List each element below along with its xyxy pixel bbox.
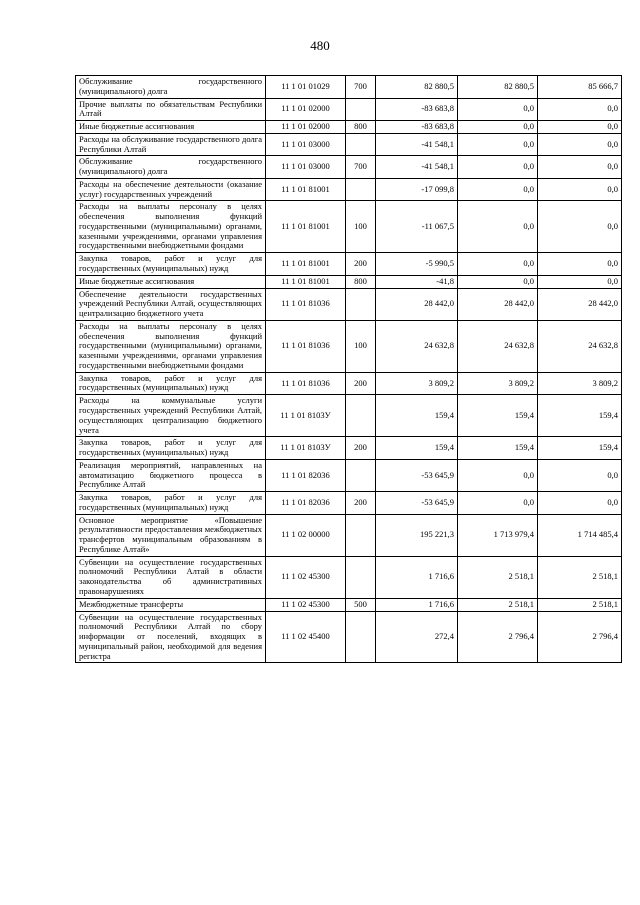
amount-year2-cell: 0,0 — [458, 133, 538, 156]
expense-name-cell: Межбюджетные трансферты — [76, 598, 266, 611]
expense-name-cell: Иные бюджетные ассигнования — [76, 275, 266, 288]
expense-type-cell: 500 — [346, 598, 376, 611]
amount-year1-cell: 82 880,5 — [376, 76, 458, 99]
table-row — [76, 556, 622, 598]
amount-year2-cell: 0,0 — [458, 492, 538, 515]
amount-year3-cell: 0,0 — [538, 275, 622, 288]
amount-year3-cell: 24 632,8 — [538, 320, 622, 372]
amount-year1-cell: -41,8 — [376, 275, 458, 288]
expense-type-cell — [346, 556, 376, 598]
table-row — [76, 598, 622, 611]
amount-year3-cell: 3 809,2 — [538, 372, 622, 395]
expense-type-cell — [346, 178, 376, 201]
amount-year3-cell: 28 442,0 — [538, 288, 622, 320]
target-article-code-cell: 11 1 02 45400 — [266, 611, 346, 663]
target-article-code-cell: 11 1 01 8103У — [266, 437, 346, 460]
amount-year2-cell: 24 632,8 — [458, 320, 538, 372]
expense-type-cell — [346, 133, 376, 156]
amount-year3-cell: 0,0 — [538, 201, 622, 253]
amount-year2-cell: 0,0 — [458, 459, 538, 491]
table-row — [76, 253, 622, 276]
target-article-code-cell: 11 1 01 01029 — [266, 76, 346, 99]
table-row — [76, 98, 622, 121]
expense-type-cell: 100 — [346, 201, 376, 253]
expense-type-cell — [346, 514, 376, 556]
expense-type-cell — [346, 288, 376, 320]
target-article-code-cell: 11 1 01 81001 — [266, 275, 346, 288]
amount-year2-cell: 0,0 — [458, 121, 538, 134]
target-article-code-cell: 11 1 02 45300 — [266, 556, 346, 598]
amount-year2-cell: 2 518,1 — [458, 556, 538, 598]
expense-name-cell: Прочие выплаты по обязательствам Республики Алтай — [76, 98, 266, 121]
amount-year3-cell: 0,0 — [538, 121, 622, 134]
amount-year2-cell: 82 880,5 — [458, 76, 538, 99]
expense-type-cell: 200 — [346, 372, 376, 395]
expense-type-cell: 700 — [346, 156, 376, 179]
table-row — [76, 275, 622, 288]
expense-name-cell: Иные бюджетные ассигнования — [76, 121, 266, 134]
table-row — [76, 178, 622, 201]
expense-type-cell — [346, 459, 376, 491]
expense-name-cell: Закупка товаров, работ и услуг для государственных (муниципальных) нужд — [76, 253, 266, 276]
amount-year3-cell: 2 518,1 — [538, 556, 622, 598]
expense-type-cell: 200 — [346, 437, 376, 460]
table-row — [76, 201, 622, 253]
table-row — [76, 372, 622, 395]
target-article-code-cell: 11 1 01 81001 — [266, 201, 346, 253]
amount-year2-cell: 0,0 — [458, 201, 538, 253]
amount-year2-cell: 0,0 — [458, 178, 538, 201]
target-article-code-cell: 11 1 01 81036 — [266, 288, 346, 320]
target-article-code-cell: 11 1 01 81036 — [266, 320, 346, 372]
amount-year3-cell: 0,0 — [538, 492, 622, 515]
amount-year3-cell: 85 666,7 — [538, 76, 622, 99]
expense-type-cell — [346, 611, 376, 663]
expense-name-cell: Расходы на выплаты персоналу в целях обеспечения выполнения функций государственными (муниципальными) органами, казенными учреждениями, органами управления государственными внебюджетными фондами — [76, 320, 266, 372]
expense-name-cell: Расходы на обеспечение деятельности (оказание услуг) государственных учреждений — [76, 178, 266, 201]
expense-type-cell: 800 — [346, 275, 376, 288]
table-row — [76, 492, 622, 515]
amount-year1-cell: 1 716,6 — [376, 598, 458, 611]
amount-year3-cell: 0,0 — [538, 178, 622, 201]
target-article-code-cell: 11 1 01 02000 — [266, 98, 346, 121]
amount-year3-cell: 159,4 — [538, 395, 622, 437]
target-article-code-cell: 11 1 01 8103У — [266, 395, 346, 437]
expense-name-cell: Субвенции на осуществление государственных полномочий Республики Алтай в области законодательства об административных правонарушениях — [76, 556, 266, 598]
budget-table — [75, 75, 622, 663]
expense-name-cell: Закупка товаров, работ и услуг для государственных (муниципальных) нужд — [76, 437, 266, 460]
table-row — [76, 514, 622, 556]
target-article-code-cell: 11 1 01 81001 — [266, 178, 346, 201]
amount-year2-cell: 2 796,4 — [458, 611, 538, 663]
amount-year1-cell: 272,4 — [376, 611, 458, 663]
amount-year3-cell: 1 714 485,4 — [538, 514, 622, 556]
amount-year1-cell: -83 683,8 — [376, 98, 458, 121]
amount-year2-cell: 0,0 — [458, 275, 538, 288]
expense-name-cell: Расходы на выплаты персоналу в целях обеспечения выполнения функций государственными (муниципальными) органами, казенными учреждениями, органами управления государственными внебюджетными фондами — [76, 201, 266, 253]
amount-year1-cell: 28 442,0 — [376, 288, 458, 320]
amount-year1-cell: -41 548,1 — [376, 156, 458, 179]
amount-year2-cell: 159,4 — [458, 437, 538, 460]
amount-year1-cell: -11 067,5 — [376, 201, 458, 253]
amount-year3-cell: 0,0 — [538, 156, 622, 179]
amount-year1-cell: -17 099,8 — [376, 178, 458, 201]
expense-name-cell: Обеспечение деятельности государственных учреждений Республики Алтай, осуществляющих централизацию бюджетного учета — [76, 288, 266, 320]
amount-year3-cell: 0,0 — [538, 253, 622, 276]
amount-year2-cell: 2 518,1 — [458, 598, 538, 611]
amount-year3-cell: 0,0 — [538, 133, 622, 156]
amount-year1-cell: -83 683,8 — [376, 121, 458, 134]
table-row — [76, 156, 622, 179]
target-article-code-cell: 11 1 02 45300 — [266, 598, 346, 611]
expense-type-cell: 800 — [346, 121, 376, 134]
amount-year2-cell: 0,0 — [458, 156, 538, 179]
amount-year1-cell: 159,4 — [376, 395, 458, 437]
page-number: 480 — [310, 38, 330, 53]
table-row — [76, 611, 622, 663]
target-article-code-cell: 11 1 02 00000 — [266, 514, 346, 556]
amount-year3-cell: 0,0 — [538, 98, 622, 121]
expense-name-cell: Обслуживание государственного (муниципального) долга — [76, 156, 266, 179]
expense-type-cell — [346, 98, 376, 121]
amount-year1-cell: 24 632,8 — [376, 320, 458, 372]
amount-year1-cell: 3 809,2 — [376, 372, 458, 395]
table-row — [76, 437, 622, 460]
table-row — [76, 133, 622, 156]
expense-name-cell: Закупка товаров, работ и услуг для государственных (муниципальных) нужд — [76, 492, 266, 515]
target-article-code-cell: 11 1 01 81036 — [266, 372, 346, 395]
expense-type-cell: 200 — [346, 253, 376, 276]
expense-name-cell: Субвенции на осуществление государственных полномочий Республики Алтай по сбору информации от поселений, входящих в муниципальный район, необходимой для ведения регистра — [76, 611, 266, 663]
expense-type-cell — [346, 395, 376, 437]
amount-year2-cell: 1 713 979,4 — [458, 514, 538, 556]
table-row — [76, 76, 622, 99]
amount-year3-cell: 159,4 — [538, 437, 622, 460]
amount-year2-cell: 0,0 — [458, 253, 538, 276]
amount-year1-cell: -53 645,9 — [376, 492, 458, 515]
amount-year1-cell: -5 990,5 — [376, 253, 458, 276]
table-row — [76, 121, 622, 134]
expense-name-cell: Расходы на коммунальные услуги государственных учреждений Республики Алтай, осуществляющих централизацию бюджетного учета — [76, 395, 266, 437]
expense-type-cell: 100 — [346, 320, 376, 372]
target-article-code-cell: 11 1 01 02000 — [266, 121, 346, 134]
table-row — [76, 320, 622, 372]
expense-type-cell: 200 — [346, 492, 376, 515]
target-article-code-cell: 11 1 01 82036 — [266, 492, 346, 515]
amount-year1-cell: -53 645,9 — [376, 459, 458, 491]
target-article-code-cell: 11 1 01 03000 — [266, 156, 346, 179]
amount-year1-cell: -41 548,1 — [376, 133, 458, 156]
target-article-code-cell: 11 1 01 81001 — [266, 253, 346, 276]
expense-name-cell: Расходы на обслуживание государственного долга Республики Алтай — [76, 133, 266, 156]
expense-name-cell: Закупка товаров, работ и услуг для государственных (муниципальных) нужд — [76, 372, 266, 395]
target-article-code-cell: 11 1 01 03000 — [266, 133, 346, 156]
budget-table-body — [76, 76, 622, 663]
amount-year2-cell: 159,4 — [458, 395, 538, 437]
table-row — [76, 395, 622, 437]
amount-year3-cell: 0,0 — [538, 459, 622, 491]
expense-name-cell: Обслуживание государственного (муниципального) долга — [76, 76, 266, 99]
table-row — [76, 459, 622, 491]
expense-name-cell: Основное мероприятие «Повышение результативности предоставления межбюджетных трансфертов муниципальным образованиям в Республике Алтай» — [76, 514, 266, 556]
table-row — [76, 288, 622, 320]
amount-year3-cell: 2 796,4 — [538, 611, 622, 663]
amount-year1-cell: 195 221,3 — [376, 514, 458, 556]
amount-year2-cell: 28 442,0 — [458, 288, 538, 320]
amount-year2-cell: 3 809,2 — [458, 372, 538, 395]
expense-name-cell: Реализация мероприятий, направленных на автоматизацию бюджетного процесса в Республике Алтай — [76, 459, 266, 491]
amount-year2-cell: 0,0 — [458, 98, 538, 121]
expense-type-cell: 700 — [346, 76, 376, 99]
target-article-code-cell: 11 1 01 82036 — [266, 459, 346, 491]
amount-year3-cell: 2 518,1 — [538, 598, 622, 611]
amount-year1-cell: 159,4 — [376, 437, 458, 460]
amount-year1-cell: 1 716,6 — [376, 556, 458, 598]
